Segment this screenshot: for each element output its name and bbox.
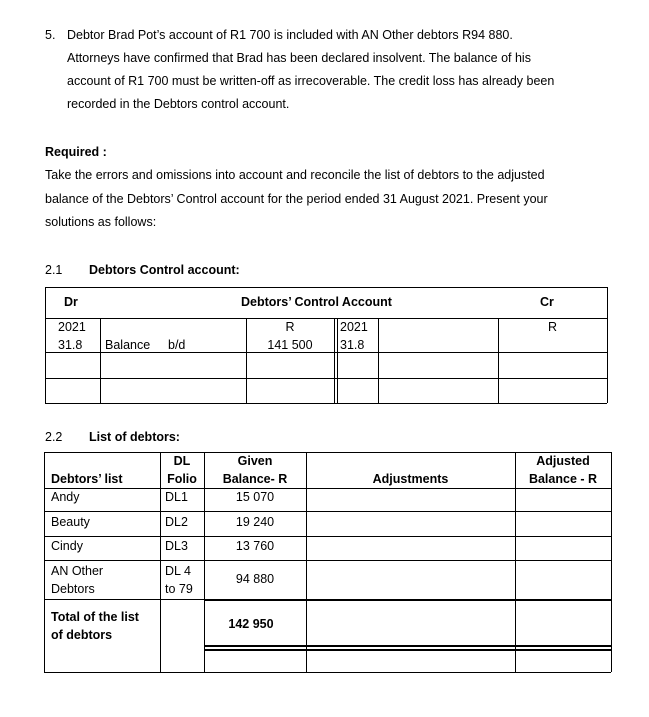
header-given: Given <box>237 454 273 468</box>
question-line: Attorneys have confirmed that Brad has been declared insolvent. The balance of his <box>67 51 531 65</box>
debtor-folio: DL1 <box>165 490 188 504</box>
debtor-name: AN Other <box>51 564 104 578</box>
total-label: of debtors <box>51 628 113 642</box>
dr-amount: 141 500 <box>267 338 313 352</box>
debtor-folio: DL 4 <box>165 564 191 578</box>
debtor-folio: DL3 <box>165 539 188 553</box>
debtor-balance: 13 760 <box>235 539 275 553</box>
section-number: 2.1 <box>45 263 63 277</box>
cr-label: Cr <box>540 295 554 309</box>
total-balance: 142 950 <box>228 617 274 631</box>
section-number: 2.2 <box>45 430 63 444</box>
debtor-name: Andy <box>51 490 80 504</box>
header-adjusted-balance: Balance - R <box>528 472 598 486</box>
question-number: 5. <box>45 28 56 42</box>
cr-currency: R <box>547 320 558 334</box>
required-heading: Required : <box>45 145 107 159</box>
header-adjustments: Adjustments <box>372 472 449 486</box>
question-line: account of R1 700 must be written-off as irrecoverable. The credit loss has already been <box>67 74 555 88</box>
debtor-balance: 15 070 <box>235 490 275 504</box>
required-line: Take the errors and omissions into account and reconcile the list of debtors to the adjusted <box>45 168 545 182</box>
debtor-folio: DL2 <box>165 515 188 529</box>
section-title: Debtors Control account: <box>89 263 240 277</box>
question-line: recorded in the Debtors control account. <box>67 97 290 111</box>
dr-date: 31.8 <box>58 338 83 352</box>
dr-currency: R <box>285 320 295 334</box>
debtor-name: Debtors <box>51 582 95 596</box>
header-folio: Folio <box>167 472 197 486</box>
dr-year: 2021 <box>58 320 86 334</box>
dr-label: Dr <box>64 295 78 309</box>
dr-description: Balance <box>105 338 151 352</box>
header-dl: DL <box>173 454 191 468</box>
total-label: Total of the list <box>51 610 139 624</box>
required-line: solutions as follows: <box>45 215 157 229</box>
cr-year: 2021 <box>340 320 368 334</box>
account-title: Debtors’ Control Account <box>241 295 392 309</box>
debtor-folio: to 79 <box>165 582 193 596</box>
header-balance: Balance- R <box>222 472 288 486</box>
section-title: List of debtors: <box>89 430 180 444</box>
header-debtors-list: Debtors’ list <box>51 472 123 486</box>
required-line: balance of the Debtors’ Control account for the period ended 31 August 2021. Present your <box>45 192 548 206</box>
debtor-name: Cindy <box>51 539 83 553</box>
header-adjusted: Adjusted <box>536 454 590 468</box>
debtor-balance: 19 240 <box>235 515 275 529</box>
debtor-balance: 94 880 <box>235 572 275 586</box>
question-line: Debtor Brad Pot’s account of R1 700 is included with AN Other debtors R94 880. <box>67 28 513 42</box>
debtor-name: Beauty <box>51 515 90 529</box>
dr-folio: b/d <box>168 338 186 352</box>
cr-date: 31.8 <box>340 338 365 352</box>
